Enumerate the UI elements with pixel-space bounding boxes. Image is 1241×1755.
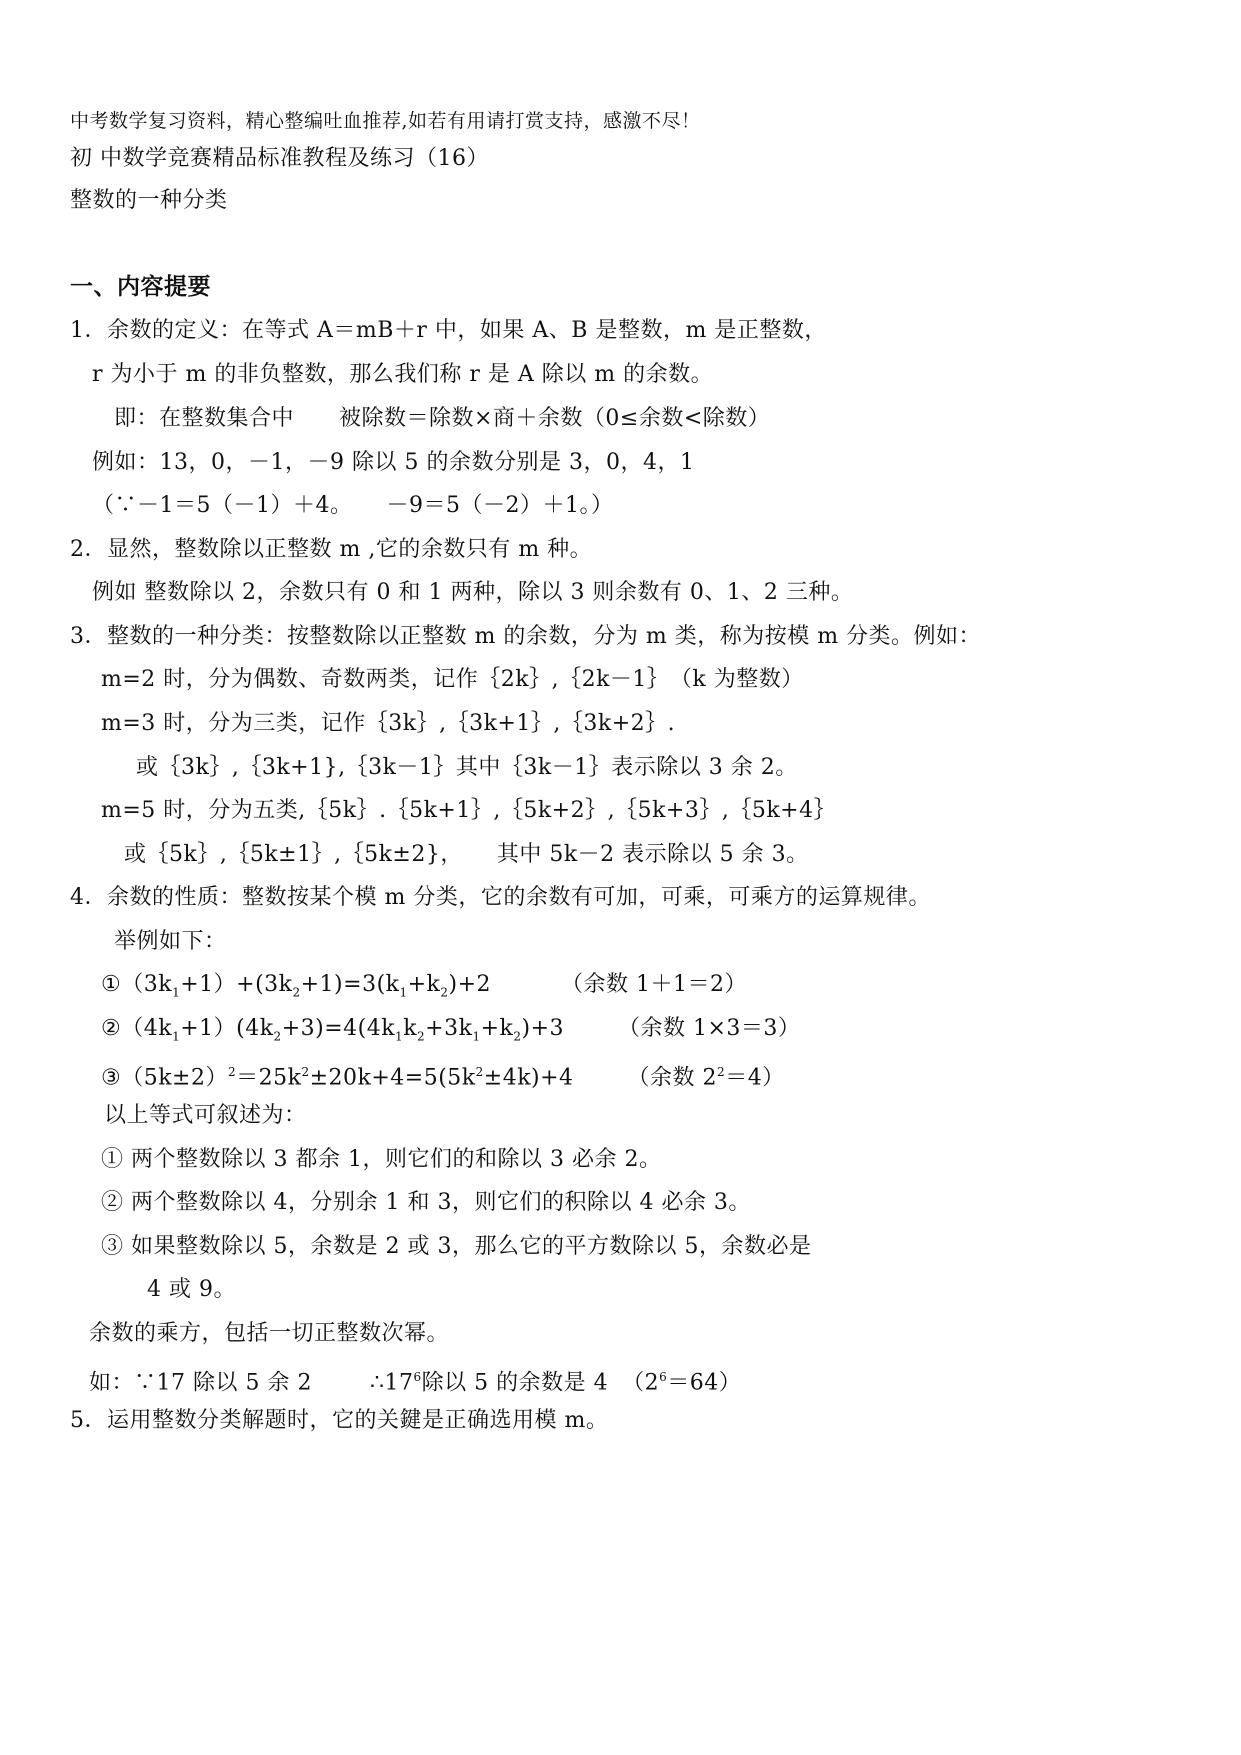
text-line: 例如：13，0，－1，－9 除以 5 的余数分别是 3，0，4，1	[92, 450, 695, 475]
superscript: 2	[227, 1065, 237, 1079]
remainder-note: （余数 2	[627, 1065, 718, 1091]
superscript: 6	[659, 1370, 668, 1384]
expr-part: +1)=3(k	[300, 972, 400, 997]
text-line: 5．运用整数分类解题时，它的关鍵是正确选用模 m。	[70, 1408, 609, 1433]
text-line: 4 或 9。	[147, 1277, 236, 1302]
text-line: 余数的乘方，包括一切正整数次幂。	[89, 1321, 450, 1346]
expr-part: +k	[480, 1016, 514, 1041]
subscript: 1	[172, 985, 181, 1000]
expr-part: 除以 5 的余数是 4	[421, 1370, 609, 1396]
remainder-note: （余数 1×3＝3）	[618, 1016, 801, 1041]
text-line: m=2 时，分为偶数、奇数两类，记作｛2k｝,｛2k－1｝ （k 为整数）	[101, 667, 804, 692]
text-line: 或｛3k｝,｛3k+1},｛3k－1｝其中｛3k－1｝表示除以 3 余 2。	[136, 755, 798, 780]
subscript: 2	[513, 1029, 522, 1044]
example-sum-line	[101, 970, 747, 1007]
text-line: 1．余数的定义：在等式 A＝mB＋r 中，如果 A、B 是整数，m 是正整数，	[70, 318, 827, 343]
expr-part: )+3	[521, 1016, 564, 1041]
subscript: 1	[395, 1029, 404, 1044]
expr-part: ＝64）	[667, 1370, 742, 1396]
remainder-note: （余数 1＋1＝2）	[561, 972, 748, 997]
superscript: 2	[717, 1065, 726, 1079]
example-product-line	[101, 1014, 800, 1051]
doc-subtitle: 整数的一种分类	[70, 188, 228, 213]
subscript: 1	[472, 1029, 481, 1044]
expr-part: （2	[622, 1370, 660, 1396]
text-line: 即：在整数集合中 被除数＝除数×商＋余数（0≤余数<除数）	[114, 406, 771, 431]
expr-part: ±4k)+4	[483, 1065, 574, 1091]
text-line: r 为小于 m 的非负整数，那么我们称 r 是 A 除以 m 的余数。	[92, 362, 714, 387]
text-line: 举例如下：	[114, 929, 227, 954]
doc-title: 初 中数学竞赛精品标准教程及练习（16）	[70, 146, 489, 171]
remainder-note: ＝4）	[725, 1065, 785, 1091]
subscript: 1	[172, 1029, 181, 1044]
expr-part: ∴17	[369, 1370, 414, 1396]
text-line: 2．显然，整数除以正整数 m ,它的余数只有 m 种。	[70, 537, 593, 562]
text-line: 以上等式可叙述为：	[104, 1103, 307, 1128]
text-line: 4．余数的性质：整数按某个模 m 分类，它的余数有可加，可乘，可乘方的运算规律。	[70, 885, 931, 910]
text-line: ① 两个整数除以 3 都余 1，则它们的和除以 3 必余 2。	[101, 1147, 662, 1172]
expr-part: 如：∵17 除以 5 余 2	[89, 1370, 312, 1396]
text-line: m=5 时，分为五类,｛5k｝.｛5k+1｝,｛5k+2｝,｛5k+3｝,｛5k+4｝	[101, 798, 837, 823]
subscript: 2	[440, 985, 449, 1000]
superscript: 2	[475, 1065, 484, 1079]
subscript: 2	[273, 1029, 282, 1044]
expr-part: ±20k+4=5(5k	[309, 1065, 476, 1091]
expr-part: k	[403, 1016, 418, 1041]
text-line: ③ 如果整数除以 5，余数是 2 或 3，那么它的平方数除以 5，余数必是	[101, 1234, 812, 1259]
subscript: 1	[399, 985, 408, 1000]
text-line: （∵－1＝5（－1）＋4。 －9＝5（－2）＋1。）	[92, 493, 614, 518]
expr-part: ＝25k	[236, 1065, 302, 1091]
expr-part: +1）(4k	[180, 1016, 274, 1041]
section-heading: 一、内容提要	[70, 274, 211, 300]
expr-part: ③（5k±2）	[101, 1065, 228, 1091]
expr-part: +1）+(3k	[180, 972, 293, 997]
superscript: 6	[413, 1370, 422, 1384]
example-power-line	[101, 1057, 785, 1093]
expr-part: +3k	[425, 1016, 473, 1041]
text-line: ② 两个整数除以 4，分别余 1 和 3，则它们的积除以 4 必余 3。	[101, 1190, 751, 1215]
text-line: 或｛5k｝,｛5k±1｝,｛5k±2}， 其中 5k－2 表示除以 5 余 3。	[124, 842, 809, 867]
power-example-line	[89, 1362, 741, 1398]
expr-part: +k	[407, 972, 441, 997]
text-line: 3．整数的一种分类：按整数除以正整数 m 的余数，分为 m 类，称为按模 m 分类。例如：	[70, 624, 982, 649]
text-line: m=3 时，分为三类，记作｛3k｝,｛3k+1｝,｛3k+2｝.	[101, 711, 676, 736]
expr-part: ②（4k	[101, 1016, 173, 1041]
expr-part: +3)=4(4k	[281, 1016, 396, 1041]
promo-line: 中考数学复习资料，精心整编吐血推荐,如若有用请打赏支持，感激不尽！	[70, 110, 701, 132]
subscript: 2	[417, 1029, 426, 1044]
expr-part: ①（3k	[101, 972, 173, 997]
superscript: 2	[301, 1065, 310, 1079]
text-line: 例如 整数除以 2，余数只有 0 和 1 两种，除以 3 则余数有 0、1、2 三种。	[92, 580, 854, 605]
subscript: 2	[292, 985, 301, 1000]
expr-part: )+2	[448, 972, 492, 997]
